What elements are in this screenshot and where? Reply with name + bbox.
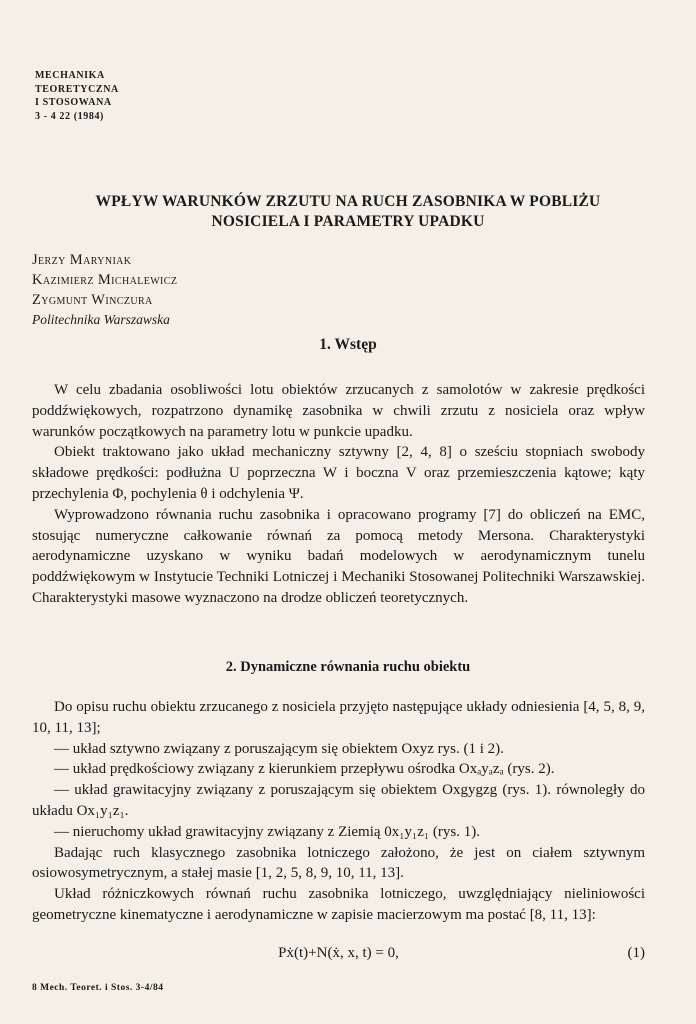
author: Zygmunt Winczura	[32, 292, 153, 308]
paragraph: Obiekt traktowano jako układ mechaniczny sztywny [2, 4, 8] o sześciu stopniach swobody składowe prędkości: podłużna U poprzeczna W i boczna V oraz przemieszczenia kątowe; kąty przechylenia Φ, pochylenia θ i odchylenia Ψ.	[32, 444, 645, 502]
list-item: — nieruchomy układ grawitacyjny związany z Ziemią 0x₁y₁z₁ (rys. 1).	[54, 823, 480, 840]
equation	[32, 945, 645, 965]
paragraph: Do opisu ruchu obiektu zrzucanego z nosiciela przyjęto następujące układy odniesienia [4, 5, 8, 9, 10, 11, 13];	[32, 699, 645, 736]
page-footer: 8 Mech. Teoret. i Stos. 3-4/84	[32, 983, 164, 993]
paragraph: Wyprowadzono równania ruchu zasobnika i opracowano programy [7] do obliczeń na EMC, stosując numeryczne całkowanie równań za pomocą metody Mersona. Charakterystyki aerodynamiczne uzyskano w wyniku badań modelowych w aerodynamicznym tunelu poddźwiękowym w Instytucie Techniki Lotniczej i Mechaniki Stosowanej Politechniki Warszawskiej. Charakterystyki masowe wyznaczono na drodze obliczeń teoretycznych.	[32, 506, 645, 606]
equation-body: Pẋ(t)+N(ẋ, x, t) = 0,	[278, 945, 399, 961]
equation-number: (1)	[627, 945, 645, 961]
title-line: WPŁYW WARUNKÓW ZRZUTU NA RUCH ZASOBNIKA W POBLIŻU	[95, 193, 601, 210]
list-item: — układ sztywno związany z poruszającym się obiektem Oxyz rys. (1 i 2).	[54, 740, 504, 757]
paragraph: W celu zbadania osobliwości lotu obiektów zrzucanych z samolotów w zakresie prędkości poddźwiękowych, rozpatrzono dynamikę zasobnika w chwili zrzutu z nosiciela oraz wpływ warunków początkowych na parametry lotu w punkcie upadku.	[32, 382, 645, 440]
author-list	[32, 250, 177, 330]
title-line: NOSICIELA I PARAMETRY UPADKU	[211, 213, 485, 230]
author: Kazimierz Michalewicz	[32, 272, 178, 288]
section-body	[32, 380, 645, 609]
paragraph: Układ różniczkowych równań ruchu zasobnika lotniczego, uwzględniający nieliniowości geometryczne kinematyczne i aerodynamiczne w zapisie macierzowym ma postać [8, 11, 13]:	[32, 886, 645, 923]
journal-line: MECHANIKA	[35, 70, 105, 81]
paragraph: Badając ruch klasycznego zasobnika lotniczego założono, że jest on ciałem sztywnym osiowosymetrycznym, a stałej masie [1, 2, 5, 8, 9, 10, 11, 13].	[32, 844, 645, 882]
journal-line: I STOSOWANA	[35, 97, 112, 108]
author: Jerzy Maryniak	[32, 252, 132, 268]
list-item: — układ prędkościowy związany z kierunkiem przepływu ośrodka Oxₐyₐzₐ (rys. 2).	[54, 761, 555, 778]
paper-title	[40, 192, 656, 232]
section-body	[32, 697, 645, 926]
journal-header	[35, 69, 119, 123]
journal-line: TEORETYCZNA	[35, 83, 119, 95]
list-item: — układ grawitacyjny związany z poruszającym się obiektem Oxgygzg (rys. 1). równoległy do układu Ox₁y₁z₁.	[32, 782, 645, 819]
section-heading: 1. Wstęp	[319, 336, 377, 353]
journal-issue: 3 - 4 22 (1984)	[35, 110, 104, 122]
section-heading: 2. Dynamiczne równania ruchu obiektu	[225, 659, 471, 675]
affiliation: Politechnika Warszawska	[32, 312, 170, 327]
